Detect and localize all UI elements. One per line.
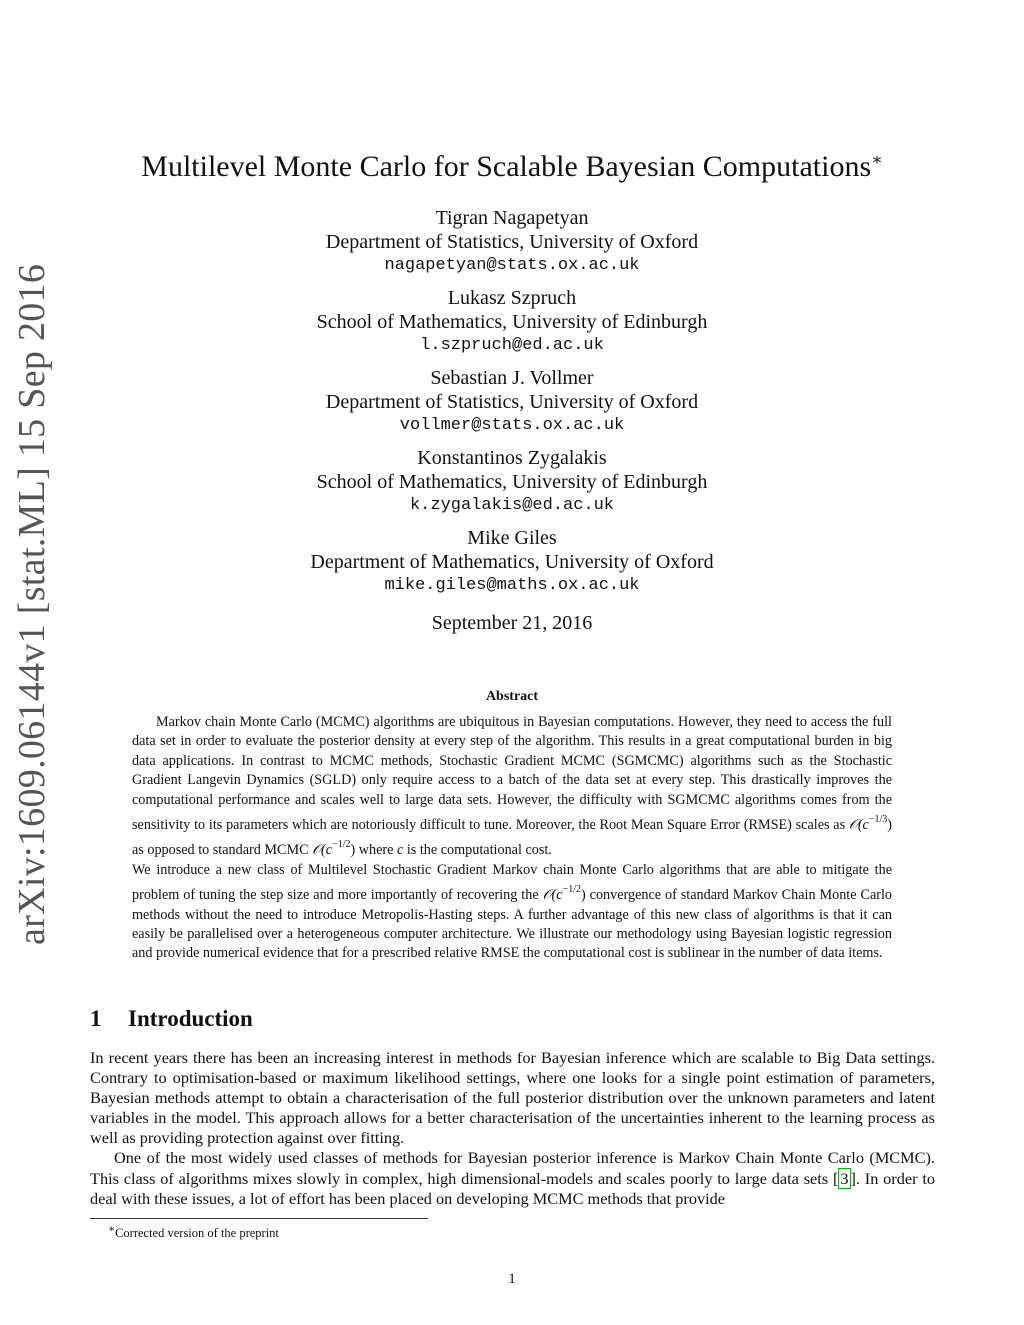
footnote-mark: ∗ — [108, 1224, 116, 1235]
paper-title — [0, 150, 1024, 184]
author-list — [0, 206, 1024, 606]
text-run: ) as opposed to standard MCMC — [132, 817, 892, 859]
footnote — [108, 1223, 279, 1241]
paper-date: September 21, 2016 — [431, 612, 593, 634]
section-heading — [90, 1006, 253, 1032]
text-run: is the computational cost. — [403, 842, 552, 859]
footnote-divider — [90, 1218, 428, 1219]
author-name: Mike Giles — [467, 527, 557, 549]
math-big-o — [542, 884, 581, 904]
author-affiliation: Department of Statistics, University of Oxford — [325, 231, 699, 253]
introduction-body — [90, 1048, 935, 1209]
author-affiliation: School of Mathematics, University of Edinburgh — [316, 311, 708, 333]
section-title: Introduction — [128, 1006, 253, 1031]
text-run: One of the most widely used classes of methods for Bayesian posterior inference is Markov Chain Monte Carlo (MCMC). This class of algorithms mixes slowly in complex, high dimensional-models and scales poorly to large data sets — [90, 1148, 935, 1188]
footnote-text: Corrected version of the preprint — [115, 1226, 279, 1241]
math-text: 𝒪(c — [848, 817, 869, 834]
title-text: Multilevel Monte Carlo for Scalable Bayesian Computations — [141, 150, 872, 183]
arxiv-side-stamp: arXiv:1609.06144v1 [stat.ML] 15 Sep 2016 — [11, 263, 53, 945]
abstract-body — [132, 713, 892, 964]
math-big-o — [312, 839, 351, 859]
text-run: . In order to deal with these issues, a lot of effort has been placed on developing MCMC methods that provide — [90, 1168, 935, 1208]
author-email[interactable]: vollmer@stats.ox.ac.uk — [399, 416, 625, 435]
abstract-paragraph — [132, 713, 892, 861]
math-big-o — [848, 814, 888, 834]
section-number: 1 — [90, 1006, 102, 1031]
author-affiliation: Department of Statistics, University of Oxford — [325, 391, 699, 413]
author-name: Lukasz Szpruch — [447, 287, 577, 309]
math-exponent: −1/3 — [868, 814, 888, 826]
author-name: Tigran Nagapetyan — [435, 207, 589, 229]
citation-link[interactable]: 3 — [840, 1168, 849, 1188]
body-paragraph: One of the most widely used classes of methods for Bayesian posterior inference is Markov Chain Monte Carlo (MCMC). This class of algorithms mixes slowly in complex, high dimensional-models and scales poorly to large data sets [ 3 ]. In order to deal with these issues, a lot of effort has been placed on developing MCMC methods that provide — [90, 1148, 935, 1208]
text-run: ) convergence of standard Markov Chain Monte Carlo methods without the need to introduce Metropolis-Hasting steps. A further advantage of this new class of algorithms is that it can easily be parallelised over a heterogeneous computer architecture. We illustrate our methodology using Bayesian logistic regression and provide numerical evidence that for a prescribed relative RMSE the computational cost is sublinear in the number of data items. — [132, 887, 892, 962]
author-affiliation: Department of Mathematics, University of Oxford — [310, 551, 714, 573]
math-text: 𝒪(c — [312, 842, 333, 859]
author-block — [0, 206, 1024, 278]
author-affiliation: School of Mathematics, University of Edinburgh — [316, 471, 708, 493]
author-email[interactable]: k.zygalakis@ed.ac.uk — [409, 496, 615, 515]
math-text: 𝒪(c — [542, 887, 563, 904]
math-exponent: −1/2 — [332, 839, 351, 851]
author-block — [0, 366, 1024, 438]
author-block — [0, 286, 1024, 358]
math-variable: c — [396, 842, 404, 859]
author-name: Konstantinos Zygalakis — [417, 447, 607, 469]
abstract-paragraph — [132, 861, 892, 964]
body-paragraph: In recent years there has been an increasing interest in methods for Bayesian inference which are scalable to Big Data settings. Contrary to optimisation-based or maximum likelihood settings, where one looks for a single point estimation of parameters, Bayesian methods attempt to obtain a characterisation of the full posterior distribution over the unknown parameters and latent variables in the model. This approach allows for a better characterisation of the uncertainties inherent to the learning process as well as providing protection against over fitting. — [90, 1048, 935, 1148]
abstract-heading: Abstract — [485, 689, 539, 704]
author-email[interactable]: l.szpruch@ed.ac.uk — [420, 336, 604, 355]
text-run: We introduce a new class of Multilevel Stochastic Gradient Markov chain Monte Carlo algorithms that are able to mitigate the problem of tuning the step size and more importantly of recovering the — [132, 861, 892, 904]
author-name: Sebastian J. Vollmer — [430, 367, 594, 389]
author-email[interactable]: nagapetyan@stats.ox.ac.uk — [384, 256, 640, 275]
author-block — [0, 526, 1024, 598]
title-footnote-mark: ∗ — [871, 150, 883, 169]
math-exponent: −1/2 — [562, 884, 581, 896]
author-block — [0, 446, 1024, 518]
author-email[interactable]: mike.giles@maths.ox.ac.uk — [384, 576, 640, 595]
page-number: 1 — [508, 1271, 516, 1287]
text-run: ) where — [350, 842, 397, 859]
text-run: Markov chain Monte Carlo (MCMC) algorithms are ubiquitous in Bayesian computations. However, they need to access the full data set in order to evaluate the posterior density at every step of the algorithm. This results in a great computational burden in big data applications. In contrast to MCMC methods, Stochastic Gradient MCMC (SGMCMC) algorithms such as the Stochastic Gradient Langevin Dynamics (SGLD) only require access to a batch of the data set at every step. This drastically improves the computational performance and scales well to large data sets. However, the difficulty with SGMCMC algorithms comes from the sensitivity to its parameters which are notoriously difficult to tune. Moreover, the Root Mean Square Error (RMSE) scales as — [132, 714, 892, 834]
